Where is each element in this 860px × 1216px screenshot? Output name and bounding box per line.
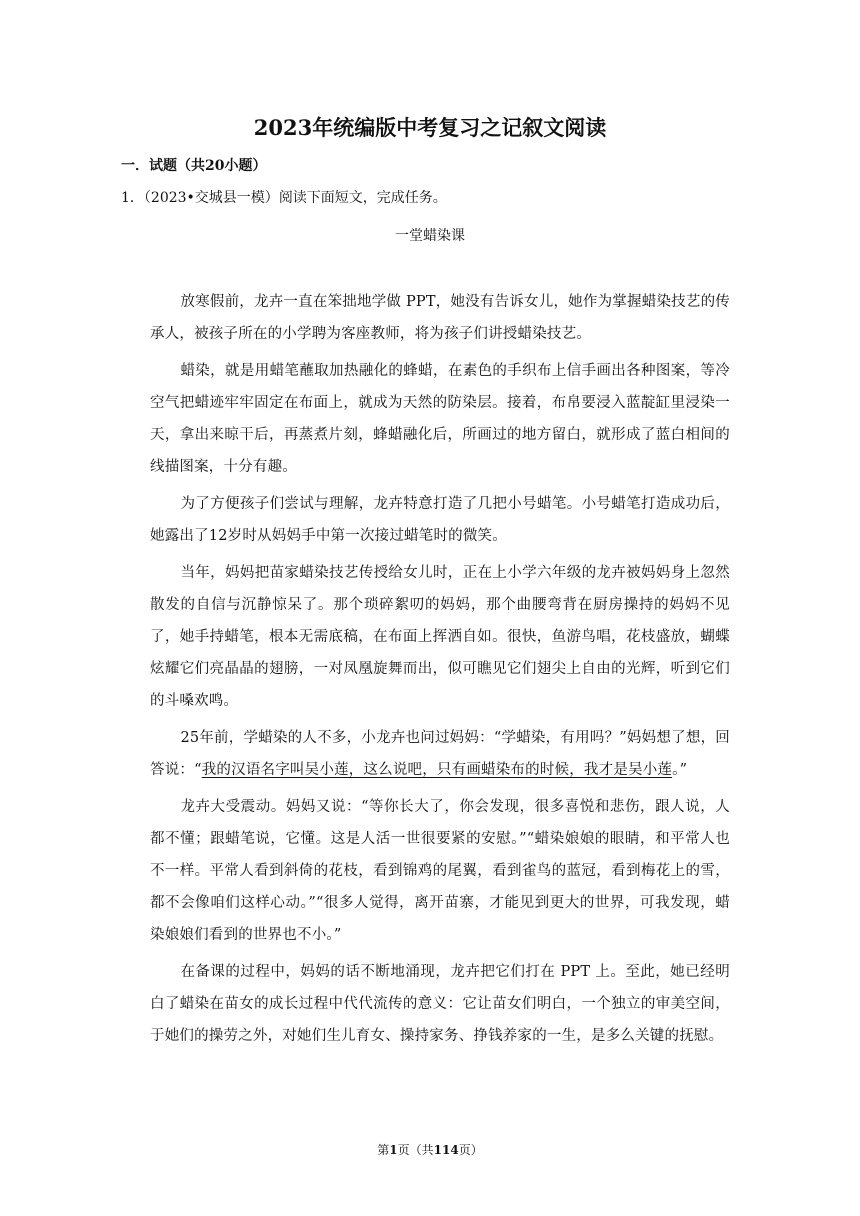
question-number: 1． <box>121 190 144 206</box>
section-heading: 一．试题（共20小题） <box>121 158 267 174</box>
paragraph-1: 放寒假前，龙卉一直在笨拙地学做 PPT，她没有告诉女儿，她作为掌握蜡染技艺的传承人，被孩子所在的小学聘为客座教师，将为孩子们讲授蜡染技艺。 <box>150 294 730 342</box>
question-instruction: 阅读下面短文，完成任务。 <box>278 190 447 206</box>
footer-prefix: 第 <box>377 1143 390 1157</box>
footer-page-number: 1 <box>389 1143 398 1157</box>
paragraph-2: 蜡染，就是用蜡笔蘸取加热融化的蜂蜡，在素色的手织布上信手画出各种图案，等冷空气把蜡迹牢牢固定在布面上，就成为天然的防染层。接着，布帛要浸入蓝靛缸里浸染一天，拿出来晾干后，再蒸煮片刻，蜂蜡融化后，所画过的地方留白，就形成了蓝白相间的线描图案，十分有趣。 <box>150 363 730 475</box>
paragraph-5-start: 25年前，学蜡染的人不多，小龙卉也问过妈妈：“学蜡染，有用吗？”妈妈想了想，回答说：“ <box>150 730 730 778</box>
paragraph-5 <box>150 722 730 786</box>
paragraph-3: 为了方便孩子们尝试与理解，龙卉特意打造了几把小号蜡笔。小号蜡笔打造成功后，她露出了12岁时从妈妈手中第一次接过蜡笔时的微笑。 <box>150 496 730 544</box>
footer-suffix: 页） <box>458 1143 483 1157</box>
page-footer <box>0 1141 860 1159</box>
paragraph-4: 当年，妈妈把苗家蜡染技艺传授给女儿时，正在上小学六年级的龙卉被妈妈身上忽然散发的自信与沉静惊呆了。那个琐碎絮叨的妈妈，那个曲腰弯背在厨房操持的妈妈不见了，她手持蜡笔，根本无需底稿，在布面上挥洒自如。很快，鱼游鸟唱，花枝盛放，蝴蝶炫耀它们亮晶晶的翅膀，一对凤凰旋舞而出，似可瞧见它们翅尖上自由的光辉，听到它们的斗嗓欢鸣。 <box>150 565 730 709</box>
question-header <box>121 188 447 208</box>
footer-total-pages: 114 <box>433 1143 459 1157</box>
paragraph-7: 在备课的过程中，妈妈的话不断地涌现，龙卉把它们打在 PPT 上。至此，她已经明白了蜡染在苗女的成长过程中代代流传的意义：它让苗女们明白，一个独立的审美空间，于她们的操劳之外，对她们生儿育女、操持家务、挣钱养家的一生，是多么关键的抚慰。 <box>150 964 730 1044</box>
paragraph-6: 龙卉大受震动。妈妈又说：“等你长大了，你会发现，很多喜悦和悲伤，跟人说，人都不懂；跟蜡笔说，它懂。这是人活一世很要紧的安慰。”“蜡染娘娘的眼睛，和平常人也不一样。平常人看到斜倚的花枝，看到锦鸡的尾翼，看到雀鸟的蓝冠，看到梅花上的雪，都不会像咱们这样心动。”“很多人觉得，离开苗寨，才能见到更大的世界，可我发现，蜡染娘娘们看到的世界也不小。” <box>150 799 730 943</box>
story-title: 一堂蜡染课 <box>395 228 465 244</box>
document-title: 2023年统编版中考复习之记叙文阅读 <box>253 115 607 140</box>
footer-middle: 页（共 <box>397 1143 434 1157</box>
story-body <box>150 286 730 1052</box>
question-source: （2023•交城县一模） <box>143 190 279 206</box>
paragraph-5-end: 。” <box>672 762 688 778</box>
underlined-sentence: 我的汉语名字叫吴小莲，这么说吧，只有画蜡染布的时候，我才是吴小莲 <box>201 762 673 778</box>
